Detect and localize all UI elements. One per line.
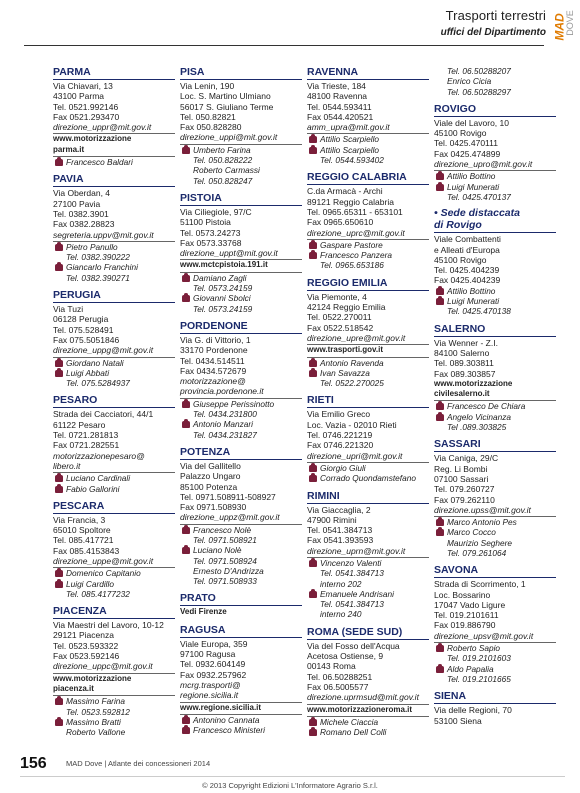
- contact-detail: Tel. 0965.653186: [320, 260, 384, 271]
- website-link[interactable]: www.motorizzazione: [434, 378, 513, 388]
- address-line: Strada dei Cacciatori, 44/1: [53, 409, 154, 420]
- contact-person: Umberto Farina: [180, 145, 302, 155]
- contact-detail: Tel. 050.828247: [193, 175, 253, 186]
- header-divider: [24, 45, 544, 46]
- address-line: Tel. 0721.281813: [53, 430, 119, 441]
- address-line: Via del Fosso dell'Acqua: [307, 640, 400, 651]
- office-entry: [180, 592, 302, 617]
- address-line: Fax 019.886790: [434, 620, 496, 631]
- contact-detail: Tel. 0541.384713: [320, 568, 384, 579]
- contact-detail: Tel. 0573.24159: [193, 283, 253, 294]
- address-line: Tel. 0523.593322: [53, 640, 119, 651]
- address-line: Tel. 089.303811: [434, 358, 494, 369]
- city-heading: SALERNO: [434, 323, 556, 337]
- contact-person: Francesco Nolè: [180, 525, 302, 535]
- city-heading: SIENA: [434, 690, 556, 704]
- website-link[interactable]: www.motorizzazione: [53, 134, 132, 144]
- address-line: Via Chiavari, 13: [53, 81, 113, 91]
- contact-person: Attilio Bottino: [434, 171, 556, 181]
- contact-detail: Tel. 0382.390222: [66, 252, 130, 263]
- city-heading: PIACENZA: [53, 605, 175, 619]
- contact-person: Giorgio Giuli: [307, 463, 429, 473]
- city-heading: PISTOIA: [180, 192, 302, 206]
- mad-dove-logo: [552, 4, 578, 52]
- city-heading: RAGUSA: [180, 624, 302, 638]
- address-line: 89121 Reggio Calabria: [307, 196, 394, 207]
- email-link[interactable]: direzione_upsv@mit.gov.it: [434, 631, 556, 643]
- contact-person: Aldo Papalia: [434, 664, 556, 674]
- website-link[interactable]: www.motorizzazioneroma.it: [307, 705, 429, 717]
- address-line: 42124 Reggio Emilia: [307, 302, 386, 313]
- address-line: 43100 Parma: [53, 91, 105, 102]
- address-line: Tel. 0932.604149: [180, 659, 246, 670]
- office-entry: [53, 605, 175, 737]
- address-line: Fax 0932.257962: [180, 669, 247, 680]
- email-link[interactable]: direzione.upss@mit.gov.it: [434, 505, 556, 517]
- address-line: Fax 0521.293470: [53, 111, 120, 122]
- contact-person: Giancarlo Franchini: [53, 262, 175, 272]
- office-entry: [53, 500, 175, 599]
- address-line: e Alleati d'Europa: [434, 244, 500, 255]
- contact-person: Antonio Ravenda: [307, 358, 429, 368]
- contact-person: Luigi Abbati: [53, 368, 175, 378]
- branch-heading-line: • Sede distaccata: [434, 207, 520, 220]
- contact-person: Francesco Panzera: [307, 250, 429, 260]
- address-line: Via Caniga, 29/C: [434, 453, 499, 464]
- address-line: 07100 Sassari: [434, 473, 489, 484]
- footer-divider: [20, 776, 565, 777]
- website-link[interactable]: civilesalerno.it: [434, 389, 556, 401]
- contact-person: Luciano Cardinali: [53, 473, 175, 483]
- email-link[interactable]: direzione_upro@mit.gov.it: [434, 159, 556, 171]
- address-line: Via Wenner - Z.I.: [434, 337, 498, 348]
- logo-dove-text: DOVE: [564, 10, 575, 36]
- city-heading: PAVIA: [53, 173, 175, 187]
- contact-person: Luigi Munerati: [434, 182, 556, 192]
- city-heading: RIETI: [307, 394, 429, 408]
- office-entry: [53, 66, 175, 167]
- contact-person: Damiano Zagli: [180, 273, 302, 283]
- contact-person: Massimo Farina: [53, 696, 175, 706]
- address-line: Via del Gallitello: [180, 460, 241, 471]
- contact-person: Giovanni Sbolci: [180, 293, 302, 303]
- email-link[interactable]: regione.sicilia.it: [180, 690, 302, 702]
- contact-person: Pietro Panullo: [53, 242, 175, 252]
- city-heading: REGGIO EMILIA: [307, 277, 429, 291]
- column-2: [180, 66, 302, 741]
- website-link[interactable]: parma.it: [53, 145, 175, 157]
- address-line: Via Maestri del Lavoro, 10-12: [53, 620, 164, 631]
- column-4: [434, 66, 556, 732]
- address-line: Fax 075.5051846: [53, 334, 120, 345]
- address-line: Reg. Li Bombi: [434, 463, 488, 474]
- contact-person: Francesco De Chiara: [434, 401, 556, 411]
- email-link[interactable]: direzione_uprn@mit.gov.it: [307, 546, 429, 558]
- address-line: 45100 Rovigo: [434, 128, 487, 139]
- email-link[interactable]: motorizzazionepesaro@: [53, 450, 145, 461]
- office-entry: [180, 192, 302, 314]
- address-line: 27100 Pavia: [53, 198, 101, 209]
- section-subtitle: uffici del Dipartimento: [440, 27, 546, 38]
- address-line: Via Lenin, 190: [180, 81, 235, 91]
- email-link[interactable]: direzione_uppe@mit.gov.it: [53, 556, 175, 568]
- address-line: Via Trieste, 184: [307, 81, 366, 91]
- contact-detail: Roberto Vallone: [66, 727, 126, 738]
- city-heading: SAVONA: [434, 564, 556, 578]
- office-entry: [180, 66, 302, 186]
- contact-person: Marco Cocco: [434, 527, 556, 537]
- contact-detail: Tel. 06.50288297: [447, 86, 511, 97]
- page-number: 156: [20, 755, 47, 772]
- city-heading: SASSARI: [434, 438, 556, 452]
- address-line: Tel. 0971.508911-508927: [180, 491, 276, 502]
- office-entry: [434, 103, 556, 202]
- office-entry: [434, 66, 556, 97]
- email-link[interactable]: direzione_uppr@mit.gov.it: [53, 122, 175, 134]
- address-line: Fax 0425.474899: [434, 148, 501, 159]
- contact-detail: Tel. 079.261064: [447, 547, 507, 558]
- email-link[interactable]: direzione_uppc@mit.gov.it: [53, 661, 175, 673]
- contact-detail: Tel. 019.2101665: [447, 673, 511, 684]
- contact-person: Attilio Scarpiello: [307, 145, 429, 155]
- office-entry: [53, 173, 175, 283]
- contact-detail: Tel. 0523.592812: [66, 706, 130, 717]
- address-line: Fax 0522.518542: [307, 322, 374, 333]
- website-link[interactable]: www.trasporti.gov.it: [307, 345, 429, 357]
- address-line: Loc. Vazia - 02010 Rieti: [307, 419, 397, 430]
- contact-detail: Tel. 0382.390271: [66, 272, 130, 283]
- city-heading: REGGIO CALABRIA: [307, 171, 429, 185]
- contact-person: Angelo Vicinanza: [434, 412, 556, 422]
- address-line: 47900 Rimini: [307, 514, 357, 525]
- contact-detail: Tel. 075.5284937: [66, 378, 130, 389]
- contact-person: Michele Ciaccia: [307, 717, 429, 727]
- contact-person: Luigi Munerati: [434, 296, 556, 306]
- contact-person: Ivan Savazza: [307, 368, 429, 378]
- contact-person: Corrado Quondamstefano: [307, 473, 429, 483]
- contact-detail: Tel. 0544.593402: [320, 155, 384, 166]
- contact-person: Marco Antonio Pes: [434, 517, 556, 527]
- contact-person: Vincenzo Valenti: [307, 558, 429, 568]
- contact-person: Luigi Cardillo: [53, 579, 175, 589]
- address-line: Fax 0573.33768: [180, 237, 242, 248]
- contact-person: Luciano Nolè: [180, 545, 302, 555]
- address-line: Palazzo Ungaro: [180, 471, 241, 482]
- contact-detail: interno 240: [320, 609, 362, 620]
- email-link[interactable]: motorizzazione@: [180, 376, 246, 387]
- address-line: Via delle Regioni, 70: [434, 705, 512, 716]
- city-heading: PRATO: [180, 592, 302, 606]
- logo-mad-text: MAD: [552, 13, 567, 41]
- address-line: Loc. Bossarino: [434, 589, 491, 600]
- city-heading: PORDENONE: [180, 320, 302, 334]
- address-line: 61122 Pesaro: [53, 419, 106, 430]
- contact-person: Attilio Scarpiello: [307, 134, 429, 144]
- office-entry: [307, 490, 429, 620]
- contact-detail: Tel. 0971.508921: [193, 534, 257, 545]
- contact-person: Domenico Capitanio: [53, 568, 175, 578]
- address-line: 17047 Vado Ligure: [434, 599, 506, 610]
- branch-heading: [434, 208, 556, 233]
- website-link[interactable]: Vedi Firenze: [180, 607, 227, 617]
- address-line: Tel. 0521.992146: [53, 101, 119, 112]
- address-line: Fax 089.303857: [434, 368, 496, 379]
- city-heading: PESARO: [53, 394, 175, 408]
- office-entry: [307, 394, 429, 483]
- address-line: Tel. 050.82821: [180, 111, 236, 122]
- address-line: 51100 Pistoia: [180, 217, 231, 228]
- address-line: 85100 Potenza: [180, 481, 238, 492]
- office-entry: [53, 394, 175, 493]
- address-line: 33170 Pordenone: [180, 345, 248, 356]
- office-entry: [434, 323, 556, 433]
- address-line: Via G. di Vittorio, 1: [180, 334, 251, 345]
- contact-detail: Tel. 0971.508924: [193, 555, 257, 566]
- email-link[interactable]: direzione_uppi@mit.gov.it: [180, 132, 302, 144]
- office-entry: [180, 624, 302, 736]
- address-line: Strada di Scorrimento, 1: [434, 579, 526, 590]
- contact-person: Antonino Cannata: [180, 715, 302, 725]
- address-line: Via Piemonte, 4: [307, 291, 367, 302]
- footer-publication: MAD Dove | Atlante dei concessioneri 2014: [66, 759, 211, 768]
- contact-person: Massimo Bratti: [53, 717, 175, 727]
- address-line: 00143 Roma: [307, 661, 356, 672]
- email-link[interactable]: provincia.pordenone.it: [180, 386, 302, 398]
- contact-person: Giuseppe Perissinotto: [180, 399, 302, 409]
- address-line: Tel. 0544.593411: [307, 101, 372, 112]
- contact-person: Romano Dell Colli: [307, 727, 429, 737]
- city-heading: PESCARA: [53, 500, 175, 514]
- contact-detail: Maurizio Seghere: [447, 537, 513, 548]
- address-line: Fax 079.262110: [434, 494, 495, 505]
- address-line: Fax 0541.393593: [307, 535, 374, 546]
- contact-person: Roberto Sapio: [434, 643, 556, 653]
- contact-detail: Tel. 0434.231827: [193, 429, 257, 440]
- address-line: Viale Europa, 359: [180, 638, 248, 649]
- address-line: Fax 0721.282551: [53, 440, 120, 451]
- address-line: Fax 050.828280: [180, 122, 242, 133]
- address-line: Tel. 079.260727: [434, 484, 495, 495]
- address-line: 06128 Perugia: [53, 314, 109, 325]
- address-line: Acetosa Ostiense, 9: [307, 651, 384, 662]
- address-line: 84100 Salerno: [434, 347, 490, 358]
- contact-person: Francesco Baldari: [53, 157, 175, 167]
- address-line: Fax 085.4153843: [53, 545, 120, 556]
- address-line: Tel. 075.528491: [53, 324, 114, 335]
- column-3: [307, 66, 429, 743]
- office-entry: [307, 171, 429, 270]
- email-link[interactable]: direzione.uprmsud@mit.gov.it: [307, 692, 429, 704]
- address-line: 45100 Rovigo: [434, 254, 487, 265]
- city-heading: PISA: [180, 66, 302, 80]
- address-line: Via Tuzi: [53, 304, 84, 315]
- branch-heading-line: di Rovigo: [434, 218, 482, 231]
- contact-detail: Tel .089.303825: [447, 422, 507, 433]
- email-link[interactable]: direzione_upre@mit.gov.it: [307, 333, 429, 345]
- page-footer: [0, 752, 580, 792]
- address-line: Fax 0523.592146: [53, 651, 120, 662]
- contact-detail: Tel. 0425.470137: [447, 191, 511, 202]
- office-entry: [53, 289, 175, 388]
- office-entry: [307, 66, 429, 165]
- address-line: Via Giaccaglia, 2: [307, 504, 371, 515]
- city-heading: RIMINI: [307, 490, 429, 504]
- address-line: Fax 0971.508930: [180, 502, 247, 513]
- contact-person: Fabio Gallorini: [53, 484, 175, 494]
- address-line: Loc. S. Martino Ulmiano: [180, 91, 271, 102]
- address-line: 29121 Piacenza: [53, 630, 114, 641]
- website-link[interactable]: www.regione.sicilia.it: [180, 703, 302, 715]
- contact-detail: interno 202: [320, 578, 362, 589]
- contact-person: Giordano Natali: [53, 358, 175, 368]
- city-heading: PARMA: [53, 66, 175, 80]
- email-link[interactable]: direzione_upri@mit.gov.it: [307, 451, 429, 463]
- address-line: Tel. 0425.404239: [434, 265, 500, 276]
- website-link[interactable]: www.motorizzazione: [53, 673, 132, 683]
- address-line: Viale del Lavoro, 10: [434, 117, 509, 128]
- email-link[interactable]: libero.it: [53, 461, 175, 473]
- column-1: [53, 66, 175, 743]
- contact-detail: Tel. 050.828222: [193, 155, 253, 166]
- address-line: Via Ciliegiole, 97/C: [180, 206, 252, 217]
- address-line: Tel. 0382.3901: [53, 208, 109, 219]
- address-line: Tel. 0425.470111: [434, 138, 498, 149]
- office-entry: [180, 320, 302, 440]
- page-header: [0, 0, 580, 52]
- website-link[interactable]: piacenza.it: [53, 684, 175, 696]
- address-line: Fax 0746.221320: [307, 440, 374, 451]
- email-link[interactable]: direzione_uprc@mit.gov.it: [307, 228, 429, 240]
- contact-detail: Tel. 0971.508933: [193, 576, 257, 587]
- contact-detail: Tel. 0573.24159: [193, 303, 253, 314]
- address-line: Fax 0425.404239: [434, 275, 501, 286]
- section-title: Trasporti terrestri: [445, 8, 546, 23]
- office-entry: [307, 277, 429, 389]
- address-line: 65010 Spoltore: [53, 525, 111, 536]
- address-line: Tel. 0522.270011: [307, 312, 372, 323]
- address-line: Fax 0965.650610: [307, 217, 374, 228]
- address-line: 48100 Ravenna: [307, 91, 368, 102]
- city-heading: POTENZA: [180, 446, 302, 460]
- email-link[interactable]: direzione_uppg@mit.gov.it: [53, 345, 175, 357]
- address-line: Via Oberdan, 4: [53, 188, 111, 199]
- address-line: Tel. 0573.24273: [180, 227, 241, 238]
- contact-detail: Tel. 06.50288207: [447, 66, 511, 76]
- address-line: Tel. 0746.221219: [307, 430, 373, 441]
- office-entry: [434, 208, 556, 316]
- contact-person: Attilio Bottino: [434, 286, 556, 296]
- address-line: 97100 Ragusa: [180, 649, 236, 660]
- address-line: Tel. 06.50288251: [307, 671, 373, 682]
- city-heading: ROVIGO: [434, 103, 556, 117]
- address-line: 56017 S. Giuliano Terme: [180, 101, 274, 112]
- contact-detail: Tel. 0425.470138: [447, 306, 511, 317]
- address-line: C.da Armacà - Archi: [307, 186, 383, 197]
- address-line: Viale Combattenti: [434, 234, 501, 245]
- website-link[interactable]: www.mctcpistoia.191.it: [180, 260, 302, 272]
- address-line: 53100 Siena: [434, 715, 482, 726]
- city-heading: RAVENNA: [307, 66, 429, 80]
- contact-person: Antonio Manzari: [180, 419, 302, 429]
- address-line: Tel. 0965.65311 - 653101: [307, 206, 403, 217]
- contact-person: Gaspare Pastore: [307, 240, 429, 250]
- email-link[interactable]: direzione_uppt@mit.gov.it: [180, 248, 302, 260]
- email-link[interactable]: direzione_uppz@mit.gov.it: [180, 512, 302, 524]
- address-line: Tel. 019.2101611: [434, 610, 499, 621]
- address-line: Fax 0434.572679: [180, 365, 247, 376]
- email-link[interactable]: segreteria.uppv@mit.gov.it: [53, 230, 175, 242]
- contact-detail: Tel. 085.4177232: [66, 588, 130, 599]
- office-entry: [434, 690, 556, 726]
- city-heading: ROMA (SEDE SUD): [307, 626, 429, 640]
- contact-detail: Tel. 019.2101603: [447, 653, 511, 664]
- contact-detail: Ernesto D'Andrizza: [193, 565, 264, 576]
- contact-detail: Enrico Cicia: [447, 76, 492, 87]
- copyright-notice: © 2013 Copyright Edizioni L'Informatore Agrario S.r.l.: [202, 781, 378, 790]
- contact-detail: Tel. 0522.270025: [320, 378, 384, 389]
- contact-person: Emanuele Andrisani: [307, 589, 429, 599]
- office-entry: [180, 446, 302, 587]
- contact-detail: Tel. 0541.384713: [320, 599, 384, 610]
- address-line: Fax 06.5005577: [307, 681, 369, 692]
- city-heading: PERUGIA: [53, 289, 175, 303]
- contact-detail: Roberto Carmassi: [193, 165, 260, 176]
- office-entry: [307, 626, 429, 738]
- address-line: Via Francia, 3: [53, 514, 106, 525]
- contact-person: Francesco Ministeri: [180, 725, 302, 735]
- address-line: Tel. 0434.514511: [180, 355, 245, 366]
- email-link[interactable]: mcrg.trasporti@: [180, 679, 241, 690]
- address-line: Tel. 0541.384713: [307, 525, 373, 536]
- address-line: Via Emilio Greco: [307, 409, 371, 420]
- office-entry: [434, 438, 556, 558]
- contact-detail: Tel. 0434.231800: [193, 409, 257, 420]
- email-link[interactable]: amm_upra@mit.gov.it: [307, 122, 429, 134]
- address-line: Fax 0382.28823: [53, 219, 115, 230]
- address-line: Tel. 085.417721: [53, 535, 114, 546]
- address-line: Fax 0544.420521: [307, 111, 374, 122]
- office-entry: [434, 564, 556, 684]
